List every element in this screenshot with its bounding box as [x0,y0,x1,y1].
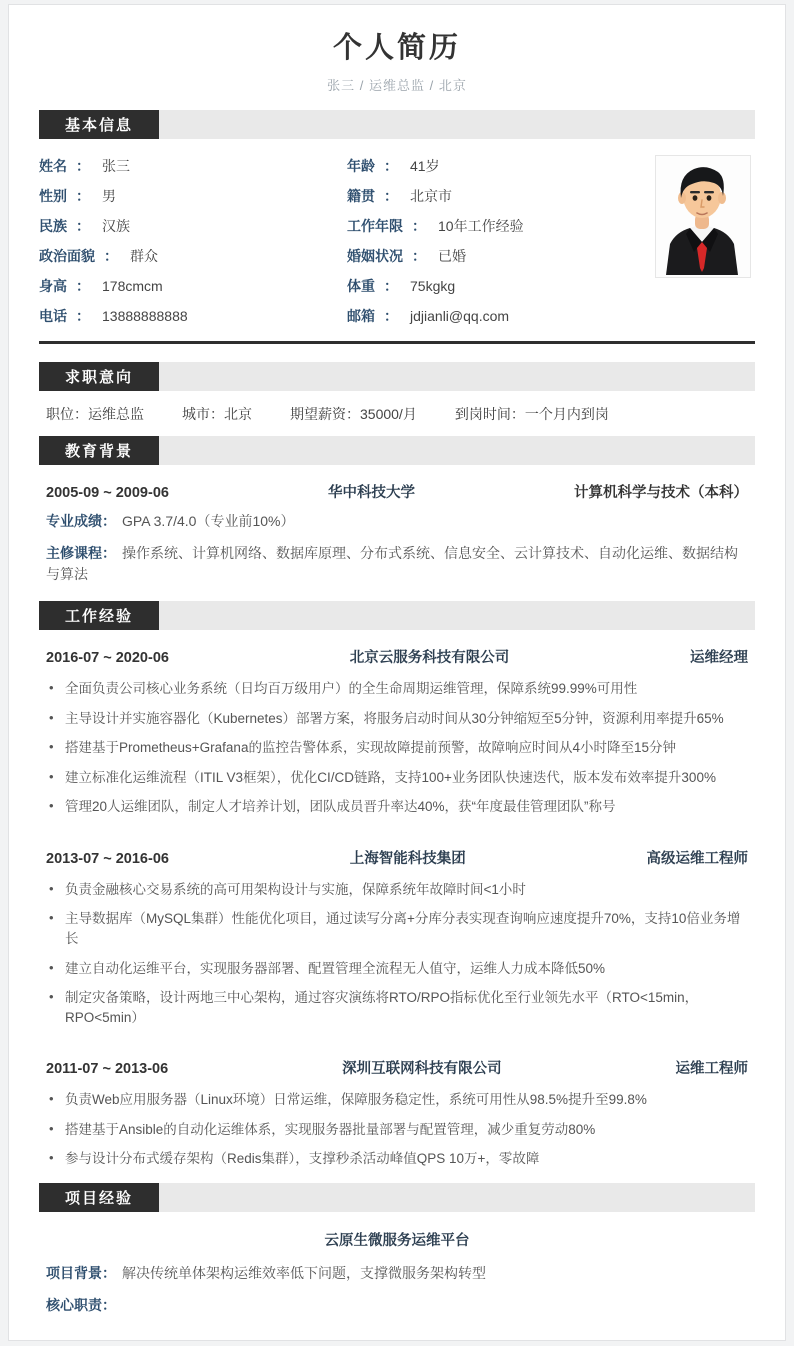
field-label: 电话 [39,308,67,324]
job-block [39,831,755,1027]
project-background-line [39,1256,755,1288]
education-major: 计算机科学与技术（本科） [574,485,748,501]
section-badge-intention: 求职意向 [39,362,159,391]
section-badge-work: 工作经验 [39,601,159,630]
field-colon: ： [412,218,426,234]
intent-colon: ： [210,406,224,422]
intent-value: 35000/月 [360,406,417,422]
spacer [39,350,755,362]
job-company: 北京云服务科技有限公司 [349,650,510,666]
education-courses-line [39,536,755,589]
bullet-item: • 建立标准化运维流程（ITIL V3框架），优化CI/CD链路，支持100+业务团队快速迭代，版本发布效率提升300% [46,768,748,788]
bullet-item: • 主导设计并实施容器化（Kubernetes）部署方案，将服务启动时间从30分钟缩短至5分钟，资源利用率提升65% [46,709,748,729]
bullet-item: • 建立自动化运维平台，实现服务器部署、配置管理全流程无人值守，运维人力成本降低50% [46,959,748,979]
job-bullet-list [39,1090,755,1169]
bullet-item: • 制定灾备策略，设计两地三中心架构，通过容灾演练将RTO/RPO指标优化至行业领先水平（RTO<15min，RPO<5min） [46,988,748,1027]
field-value: jdjianli@qq.com [410,308,510,324]
job-company: 深圳互联网科技有限公司 [342,1061,502,1078]
field-colon: ： [384,278,398,294]
job-block [39,1041,755,1169]
field-ethnicity [39,211,347,241]
education-period: 2005-09 ~ 2009-06 [46,485,169,501]
gpa-value: GPA 3.7/4.0（专业前10%） [122,513,295,529]
job-bullet-list [39,880,755,1027]
intent-label: 到岗时间 [454,406,511,422]
field-label: 身高 [39,278,67,294]
education-header-row [39,465,755,504]
gpa-label: 专业成绩 [46,513,102,529]
job-period: 2011-07 ~ 2013-06 [46,1061,169,1078]
intention-availability [455,404,609,424]
field-value: 已婚 [438,248,466,264]
field-value: 41岁 [410,158,440,174]
intent-colon: ： [74,406,88,422]
bullet-item: • 搭建基于Ansible的自动化运维体系，实现服务器批量部署与配置管理，减少重复劳动80% [46,1120,748,1140]
field-label: 民族 [39,218,67,234]
field-label: 体重 [347,278,375,294]
field-value: 10年工作经验 [438,218,524,234]
field-label: 邮箱 [347,308,375,324]
field-label: 籍贯 [347,188,375,204]
education-gpa-line [39,504,755,536]
project-duties-colon: ： [102,1296,116,1313]
bullet-item: • 搭建基于Prometheus+Grafana的监控告警体系，实现故障提前预警，故障响应时间从4小时降至15分钟 [46,738,748,758]
intent-label: 职位 [46,406,74,422]
bullet-item: • 全面负责公司核心业务系统（日均百万级用户）的全生命周期运维管理，保障系统99.99%可用性 [46,679,748,699]
page-subtitle: 张三 / 运维总监 / 北京 [327,78,467,93]
field-label: 婚姻状况 [347,248,403,264]
field-value: 13888888888 [102,308,188,324]
education-school: 华中科技大学 [327,485,415,501]
profile-photo [655,155,751,278]
avatar-illustration [656,156,748,275]
courses-label: 主修课程 [46,545,102,561]
project-duties-line [39,1288,755,1320]
field-value: 北京市 [410,188,452,204]
field-value: 张三 [102,158,130,174]
job-period: 2013-07 ~ 2016-06 [46,850,169,867]
field-name [39,151,347,181]
field-label: 性别 [39,188,67,204]
section-heading-work [39,601,755,630]
section-heading-project [39,1183,755,1212]
field-colon: ： [104,248,118,264]
spacer [39,589,755,601]
resume-header [39,5,755,110]
section-heading-bar [159,110,755,139]
field-label: 政治面貌 [39,248,95,264]
section-badge-project: 项目经验 [39,1183,159,1212]
field-colon: ： [384,308,398,324]
field-colon: ： [76,278,90,294]
basic-info-section [39,139,755,350]
job-title: 运维工程师 [675,1061,748,1078]
job-company: 上海智能科技集团 [349,850,466,867]
field-value: 178cmcm [102,278,163,294]
project-section [39,1212,755,1320]
field-colon: ： [384,188,398,204]
bullet-item: • 管理20人运维团队，制定人才培养计划，团队成员晋升率达40%，获“年度最佳管理团队”称号 [46,797,748,817]
intent-value: 运维总监 [88,406,144,422]
bullet-item: • 参与设计分布式缓存架构（Redis集群），支撑秒杀活动峰值QPS 10万+，零故障 [46,1149,748,1169]
field-value: 75kgkg [410,278,456,294]
intent-label: 城市 [182,406,210,422]
section-heading-bar [159,362,755,391]
section-heading-bar [159,601,755,630]
project-background-colon: ： [102,1264,116,1281]
bullet-item: • 主导数据库（MySQL集群）性能优化项目，通过读写分离+分库分表实现查询响应速度提升70%，支持10倍业务增长 [46,909,748,948]
field-label: 年龄 [347,158,375,174]
intention-position [46,404,144,424]
job-header-row [39,831,755,870]
job-intention-row [39,391,755,436]
field-phone [39,301,347,331]
field-colon: ： [76,158,90,174]
work-experience-section [39,630,755,1169]
section-heading-basic [39,110,755,139]
field-political-status [39,241,347,271]
field-label: 姓名 [39,158,67,174]
section-badge-education: 教育背景 [39,436,159,465]
field-colon: ： [76,188,90,204]
intent-colon: ： [346,406,360,422]
basic-info-grid [39,151,755,331]
job-title: 高级运维工程师 [646,850,748,867]
bullet-item: • 负责Web应用服务器（Linux环境）日常运维，保障服务稳定性，系统可用性从98.5%提升至99.8% [46,1090,748,1110]
project-name: 云原生微服务运维平台 [324,1232,470,1249]
project-duties-label: 核心职责 [46,1296,102,1313]
section-heading-bar [159,436,755,465]
courses-colon: ： [102,545,116,561]
field-colon: ： [76,218,90,234]
intention-city [182,404,252,424]
field-value: 汉族 [102,218,130,234]
field-value: 群众 [130,248,158,264]
intent-colon: ： [510,406,525,422]
page-title: 个人简历 [332,32,461,64]
section-divider [39,341,755,344]
field-label: 工作年限 [347,218,403,234]
field-email [347,301,755,331]
job-header-row [39,1041,755,1080]
job-block [39,630,755,817]
field-height [39,271,347,301]
field-value: 男 [102,188,116,204]
field-colon: ： [412,248,426,264]
intent-value: 北京 [224,406,252,422]
education-section [39,465,755,589]
section-badge-basic: 基本信息 [39,110,159,139]
job-title: 运维经理 [690,650,748,666]
bullet-item: • 负责金融核心交易系统的高可用架构设计与实施，保障系统年故障时间<1小时 [46,880,748,900]
field-colon: ： [76,308,90,324]
intention-salary [290,404,417,424]
courses-value: 操作系统、计算机网络、数据库原理、分布式系统、信息安全、云计算技术、自动化运维、数据结构与算法 [46,545,738,582]
project-background-label: 项目背景 [46,1264,102,1281]
resume-sheet [8,4,786,1341]
section-heading-intention [39,362,755,391]
section-heading-education [39,436,755,465]
gpa-colon: ： [102,513,116,529]
field-colon: ： [384,158,398,174]
intent-value: 一个月内到岗 [524,406,609,422]
basic-info-col-left [39,151,347,331]
section-heading-bar [159,1183,755,1212]
intent-label: 期望薪资 [290,406,346,422]
project-background-value: 解决传统单体架构运维效率低下问题，支撑微服务架构转型 [122,1264,486,1281]
job-period: 2016-07 ~ 2020-06 [46,650,169,666]
job-bullet-list [39,679,755,817]
job-header-row [39,630,755,669]
field-gender [39,181,347,211]
